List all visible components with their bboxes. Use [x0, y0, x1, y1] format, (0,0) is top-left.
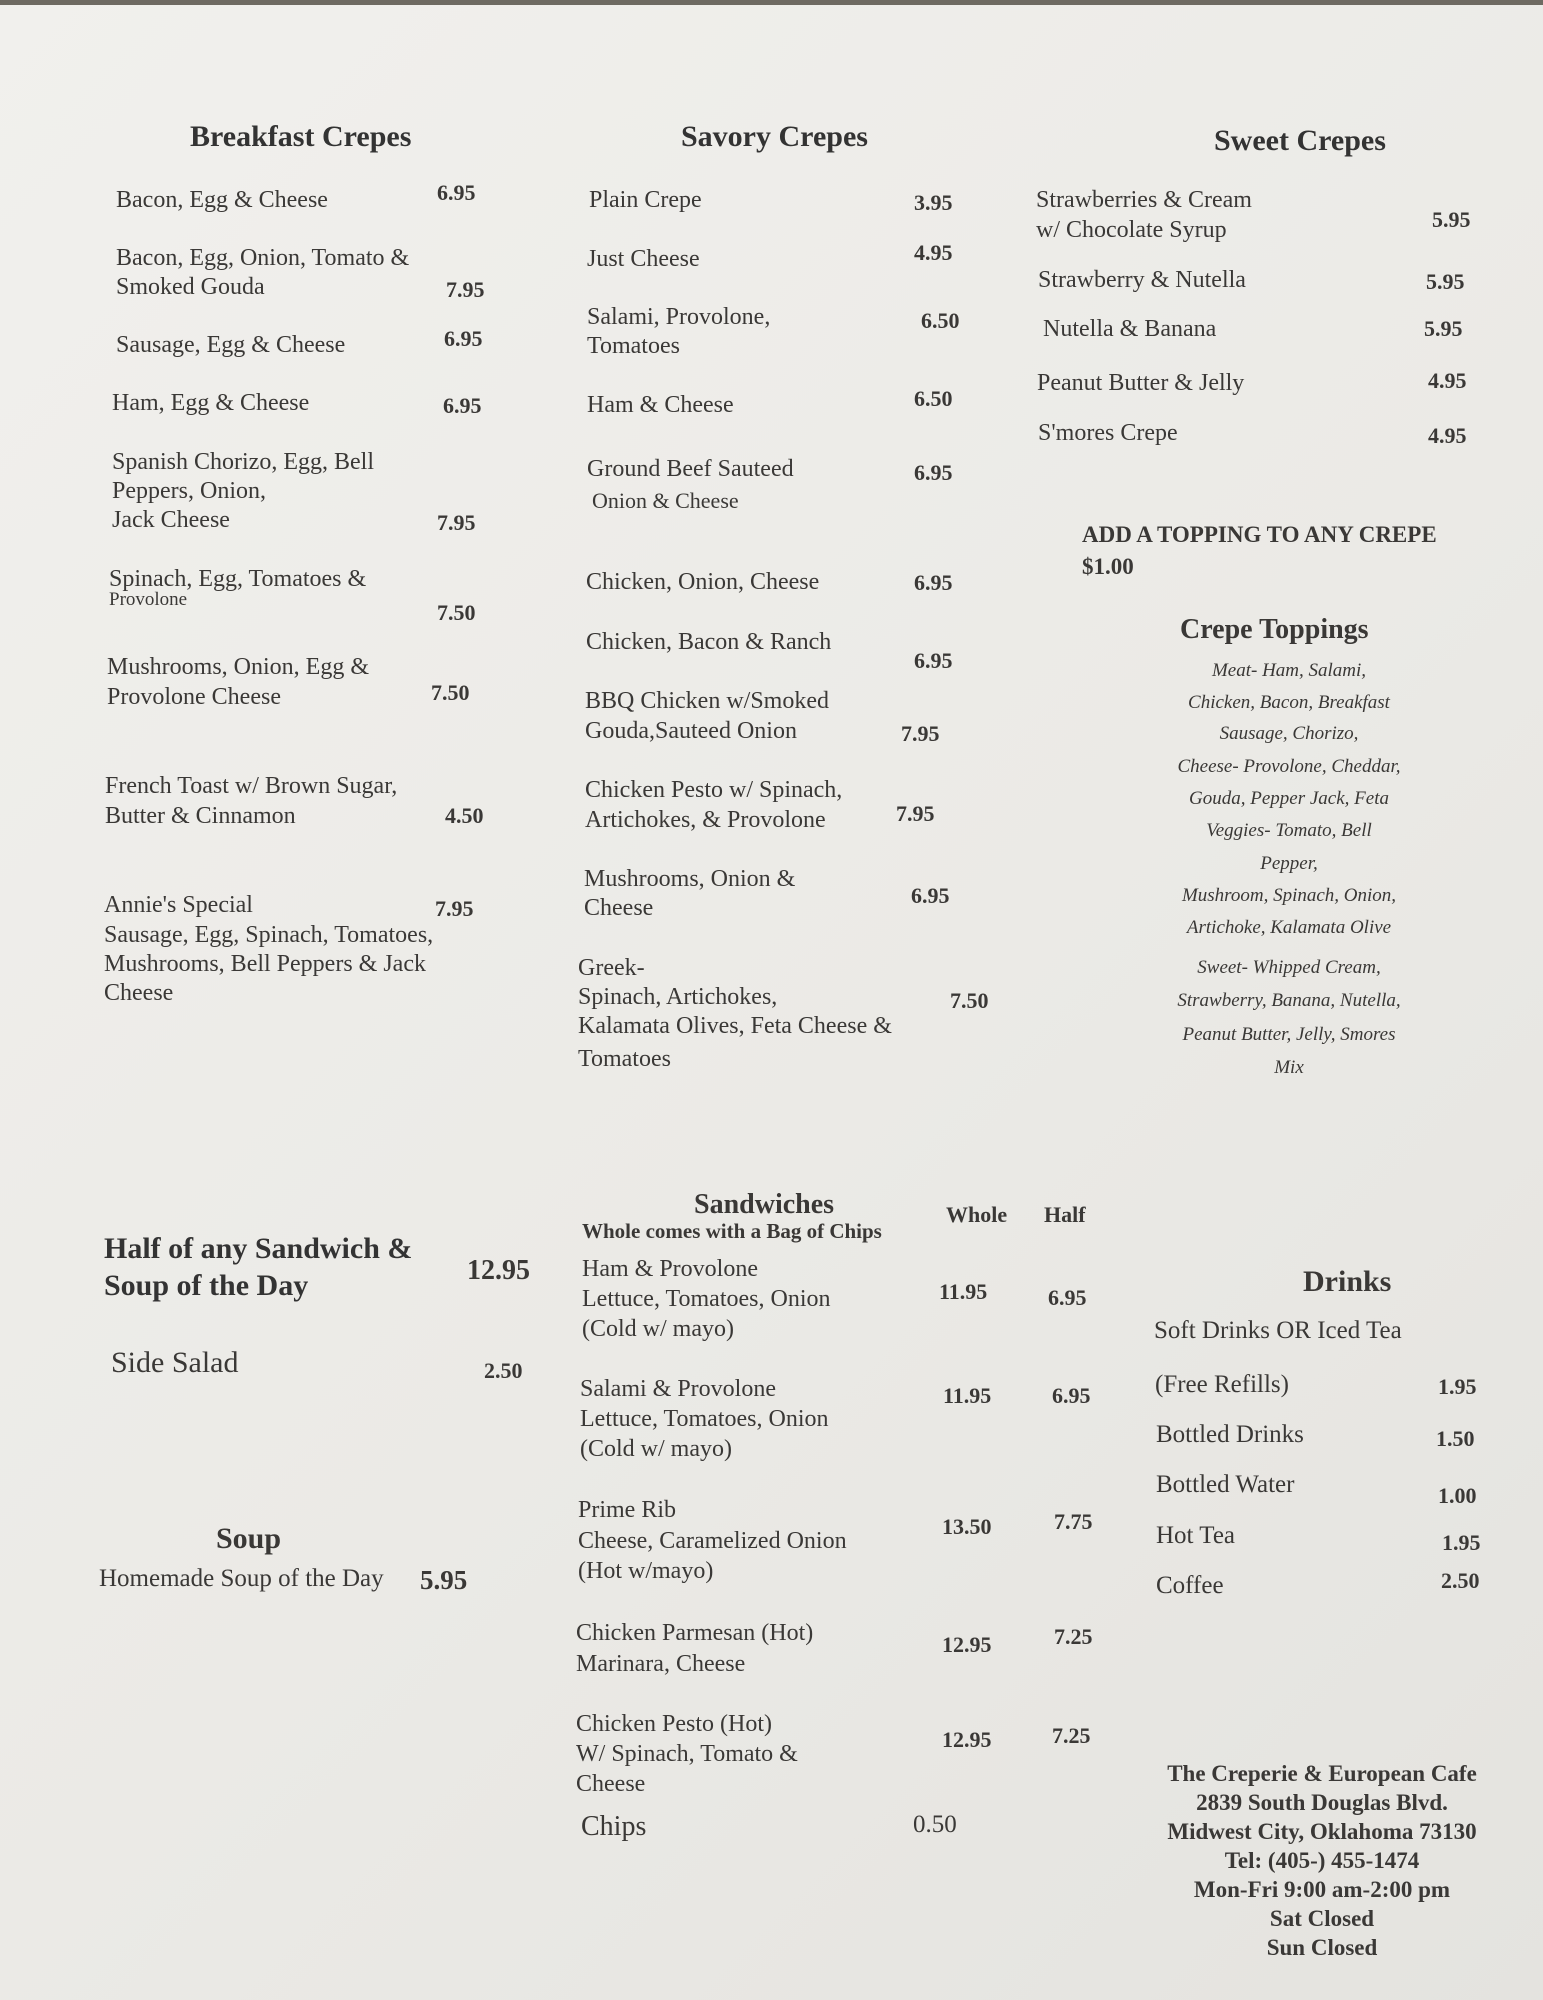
toppings-line: Pepper,: [1260, 853, 1318, 874]
sandwich-name: W/ Spinach, Tomato &: [576, 1741, 798, 1767]
drink-price: 2.50: [1441, 1568, 1480, 1593]
info-line: The Creperie & European Cafe: [1167, 1761, 1477, 1786]
savory-item-name: Spinach, Artichokes,: [578, 984, 778, 1010]
sandwich-half-price: 7.25: [1054, 1624, 1093, 1649]
sweet-item-name: Strawberry & Nutella: [1038, 267, 1246, 293]
drink-name: Hot Tea: [1156, 1522, 1236, 1549]
savory-item-price: 7.95: [896, 801, 935, 826]
sandwich-name: Salami & Provolone: [580, 1376, 776, 1402]
sandwich-name: Cheese, Caramelized Onion: [578, 1528, 847, 1554]
drink-price: 1.00: [1438, 1483, 1477, 1508]
breakfast-item-name: Mushrooms, Onion, Egg &: [107, 654, 370, 680]
drinks-heading: Drinks: [1303, 1265, 1392, 1298]
sandwich-whole-price: 12.95: [942, 1632, 992, 1657]
breakfast-item-price: 7.95: [437, 510, 476, 535]
savory-item-price: 6.95: [914, 460, 953, 485]
breakfast-item-price: 7.50: [437, 600, 476, 625]
sandwich-name: Marinara, Cheese: [576, 1651, 746, 1677]
sandwich-name: (Hot w/mayo): [578, 1558, 714, 1584]
sweet-item-price: 4.95: [1428, 423, 1467, 448]
combo-name: Half of any Sandwich &: [104, 1232, 413, 1265]
sweet-item-name: Nutella & Banana: [1043, 316, 1217, 342]
sweet-item-price: 5.95: [1432, 207, 1471, 232]
info-line: Sat Closed: [1269, 1906, 1375, 1931]
savory-item-name: Tomatoes: [578, 1046, 671, 1072]
breakfast-item-name: Provolone: [109, 589, 188, 610]
breakfast-item-price: 6.95: [444, 326, 483, 351]
breakfast-item-price: 6.95: [437, 180, 476, 205]
info-line: Midwest City, Oklahoma 73130: [1167, 1819, 1477, 1844]
savory-item-price: 3.95: [914, 190, 953, 215]
breakfast-item-name: Smoked Gouda: [116, 274, 265, 300]
sweet-heading: Sweet Crepes: [1214, 124, 1386, 157]
savory-item-price: 4.95: [914, 240, 953, 265]
savory-heading: Savory Crepes: [681, 120, 868, 153]
breakfast-item-name: Provolone Cheese: [107, 684, 281, 710]
breakfast-item-name: Spinach, Egg, Tomatoes &: [109, 566, 367, 592]
toppings-line: Gouda, Pepper Jack, Feta: [1189, 788, 1389, 809]
sandwich-half-price: 6.95: [1048, 1285, 1087, 1310]
add-topping-text: ADD A TOPPING TO ANY CREPE: [1082, 522, 1437, 547]
drink-price: 1.95: [1442, 1530, 1481, 1555]
breakfast-item-name: Bacon, Egg & Cheese: [116, 187, 328, 213]
savory-item-price: 7.95: [901, 721, 940, 746]
chips-name: Chips: [581, 1811, 647, 1842]
sweet-item-name: w/ Chocolate Syrup: [1036, 217, 1227, 243]
combo-name: Soup of the Day: [104, 1269, 309, 1302]
sandwich-whole-price: 11.95: [943, 1383, 992, 1408]
breakfast-item-price: 7.50: [431, 680, 470, 705]
sweet-item-name: Peanut Butter & Jelly: [1037, 370, 1245, 396]
sweet-item-price: 5.95: [1424, 316, 1463, 341]
soup-heading: Soup: [216, 1522, 282, 1555]
savory-item-name: Cheese: [584, 895, 654, 921]
toppings-line: Peanut Butter, Jelly, Smores: [1182, 1024, 1396, 1045]
info-line: Tel: (405-) 455-1474: [1224, 1848, 1420, 1873]
savory-item-price: 6.95: [911, 883, 950, 908]
drink-name: Bottled Water: [1156, 1471, 1295, 1498]
breakfast-item-name: Annie's Special: [104, 892, 253, 918]
savory-item-price: 7.50: [950, 988, 989, 1013]
toppings-line: Cheese- Provolone, Cheddar,: [1177, 756, 1401, 777]
savory-item-name: Ground Beef Sauteed: [587, 456, 794, 482]
savory-item-name: BBQ Chicken w/Smoked: [585, 688, 829, 714]
breakfast-item-name: Bacon, Egg, Onion, Tomato &: [116, 245, 410, 271]
savory-item-name: Gouda,Sauteed Onion: [585, 718, 797, 744]
breakfast-item-name: Mushrooms, Bell Peppers & Jack: [104, 951, 426, 977]
info-line: Mon-Fri 9:00 am-2:00 pm: [1193, 1877, 1451, 1902]
savory-item-name: Plain Crepe: [589, 187, 702, 213]
sandwich-name: (Cold w/ mayo): [582, 1316, 734, 1342]
breakfast-item-name: Sausage, Egg, Spinach, Tomatoes,: [104, 922, 434, 948]
toppings-line: Veggies- Tomato, Bell: [1206, 820, 1372, 841]
savory-item-name: Mushrooms, Onion &: [584, 866, 796, 892]
sweet-item-name: S'mores Crepe: [1038, 420, 1178, 446]
toppings-line: Strawberry, Banana, Nutella,: [1177, 990, 1401, 1011]
sandwich-name: Chicken Pesto (Hot): [576, 1711, 772, 1737]
savory-item-price: 6.95: [914, 570, 953, 595]
breakfast-item-price: 7.95: [435, 896, 474, 921]
drink-name: (Free Refills): [1155, 1371, 1289, 1398]
savory-item-name: Tomatoes: [587, 333, 680, 359]
col-half-header: Half: [1044, 1202, 1086, 1227]
sandwich-whole-price: 12.95: [942, 1727, 992, 1752]
savory-item-name: Chicken, Bacon & Ranch: [586, 629, 832, 655]
breakfast-item-price: 4.50: [445, 803, 484, 828]
breakfast-item-name: Sausage, Egg & Cheese: [116, 332, 346, 358]
toppings-line: Artichoke, Kalamata Olive: [1186, 917, 1392, 938]
breakfast-item-name: Ham, Egg & Cheese: [112, 390, 310, 416]
toppings-line: Sausage, Chorizo,: [1219, 723, 1359, 744]
savory-item-name: Chicken Pesto w/ Spinach,: [585, 777, 843, 803]
toppings-line: Mushroom, Spinach, Onion,: [1181, 885, 1397, 906]
side-salad-price: 2.50: [484, 1358, 523, 1383]
sandwiches-subheading: Whole comes with a Bag of Chips: [582, 1219, 882, 1243]
soup-price: 5.95: [420, 1565, 468, 1595]
sandwiches-heading: Sandwiches: [694, 1189, 835, 1220]
combo-price: 12.95: [467, 1255, 530, 1286]
col-whole-header: Whole: [946, 1202, 1008, 1227]
sandwich-name: Chicken Parmesan (Hot): [576, 1620, 814, 1646]
add-topping-price: $1.00: [1082, 554, 1134, 579]
breakfast-item-name: Cheese: [104, 980, 174, 1006]
breakfast-item-name: French Toast w/ Brown Sugar,: [105, 773, 398, 799]
soup-name: Homemade Soup of the Day: [99, 1565, 384, 1592]
sandwich-half-price: 7.25: [1052, 1723, 1091, 1748]
savory-item-name: Ham & Cheese: [587, 392, 734, 418]
toppings-line: Chicken, Bacon, Breakfast: [1188, 692, 1390, 713]
breakfast-item-name: Jack Cheese: [112, 507, 230, 533]
sandwich-name: (Cold w/ mayo): [580, 1436, 732, 1462]
savory-item-name: Onion & Cheese: [592, 488, 739, 513]
breakfast-item-name: Peppers, Onion,: [112, 478, 266, 504]
drinks-subheading: Soft Drinks OR Iced Tea: [1154, 1317, 1402, 1344]
top-edge: [0, 0, 1543, 5]
toppings-heading: Crepe Toppings: [1180, 614, 1369, 645]
sandwich-name: Ham & Provolone: [582, 1256, 758, 1282]
toppings-line: Meat- Ham, Salami,: [1211, 660, 1367, 681]
breakfast-item-price: 6.95: [443, 393, 482, 418]
info-line: Sun Closed: [1266, 1935, 1378, 1960]
drink-price: 1.95: [1438, 1374, 1477, 1399]
sandwich-name: Cheese: [576, 1771, 646, 1797]
drink-name: Coffee: [1156, 1572, 1224, 1599]
savory-item-price: 6.50: [914, 386, 953, 411]
drink-price: 1.50: [1436, 1426, 1475, 1451]
sweet-item-price: 4.95: [1428, 368, 1467, 393]
savory-item-price: 6.95: [914, 648, 953, 673]
toppings-line: Sweet- Whipped Cream,: [1197, 957, 1381, 978]
breakfast-item-name: Spanish Chorizo, Egg, Bell: [112, 449, 374, 475]
sandwich-name: Prime Rib: [578, 1497, 677, 1523]
sandwich-name: Lettuce, Tomatoes, Onion: [580, 1406, 829, 1432]
breakfast-item-name: Butter & Cinnamon: [105, 803, 296, 829]
savory-item-price: 6.50: [921, 308, 960, 333]
savory-item-name: Chicken, Onion, Cheese: [586, 569, 820, 595]
side-salad-name: Side Salad: [111, 1346, 239, 1379]
savory-item-name: Greek-: [578, 955, 645, 981]
savory-item-name: Kalamata Olives, Feta Cheese &: [578, 1013, 892, 1039]
sweet-item-name: Strawberries & Cream: [1036, 187, 1252, 213]
sandwich-half-price: 6.95: [1052, 1383, 1091, 1408]
savory-item-name: Artichokes, & Provolone: [585, 807, 826, 833]
sandwich-whole-price: 13.50: [942, 1514, 992, 1539]
savory-item-name: Salami, Provolone,: [587, 304, 771, 330]
breakfast-heading: Breakfast Crepes: [190, 120, 412, 153]
sweet-item-price: 5.95: [1426, 269, 1465, 294]
savory-item-name: Just Cheese: [587, 246, 700, 272]
sandwich-whole-price: 11.95: [939, 1279, 988, 1304]
toppings-line: Mix: [1274, 1057, 1304, 1078]
sandwich-half-price: 7.75: [1054, 1509, 1093, 1534]
drink-name: Bottled Drinks: [1156, 1421, 1304, 1448]
breakfast-item-price: 7.95: [446, 277, 485, 302]
chips-price: 0.50: [913, 1811, 957, 1838]
sandwich-name: Lettuce, Tomatoes, Onion: [582, 1286, 831, 1312]
info-line: 2839 South Douglas Blvd.: [1196, 1790, 1448, 1815]
